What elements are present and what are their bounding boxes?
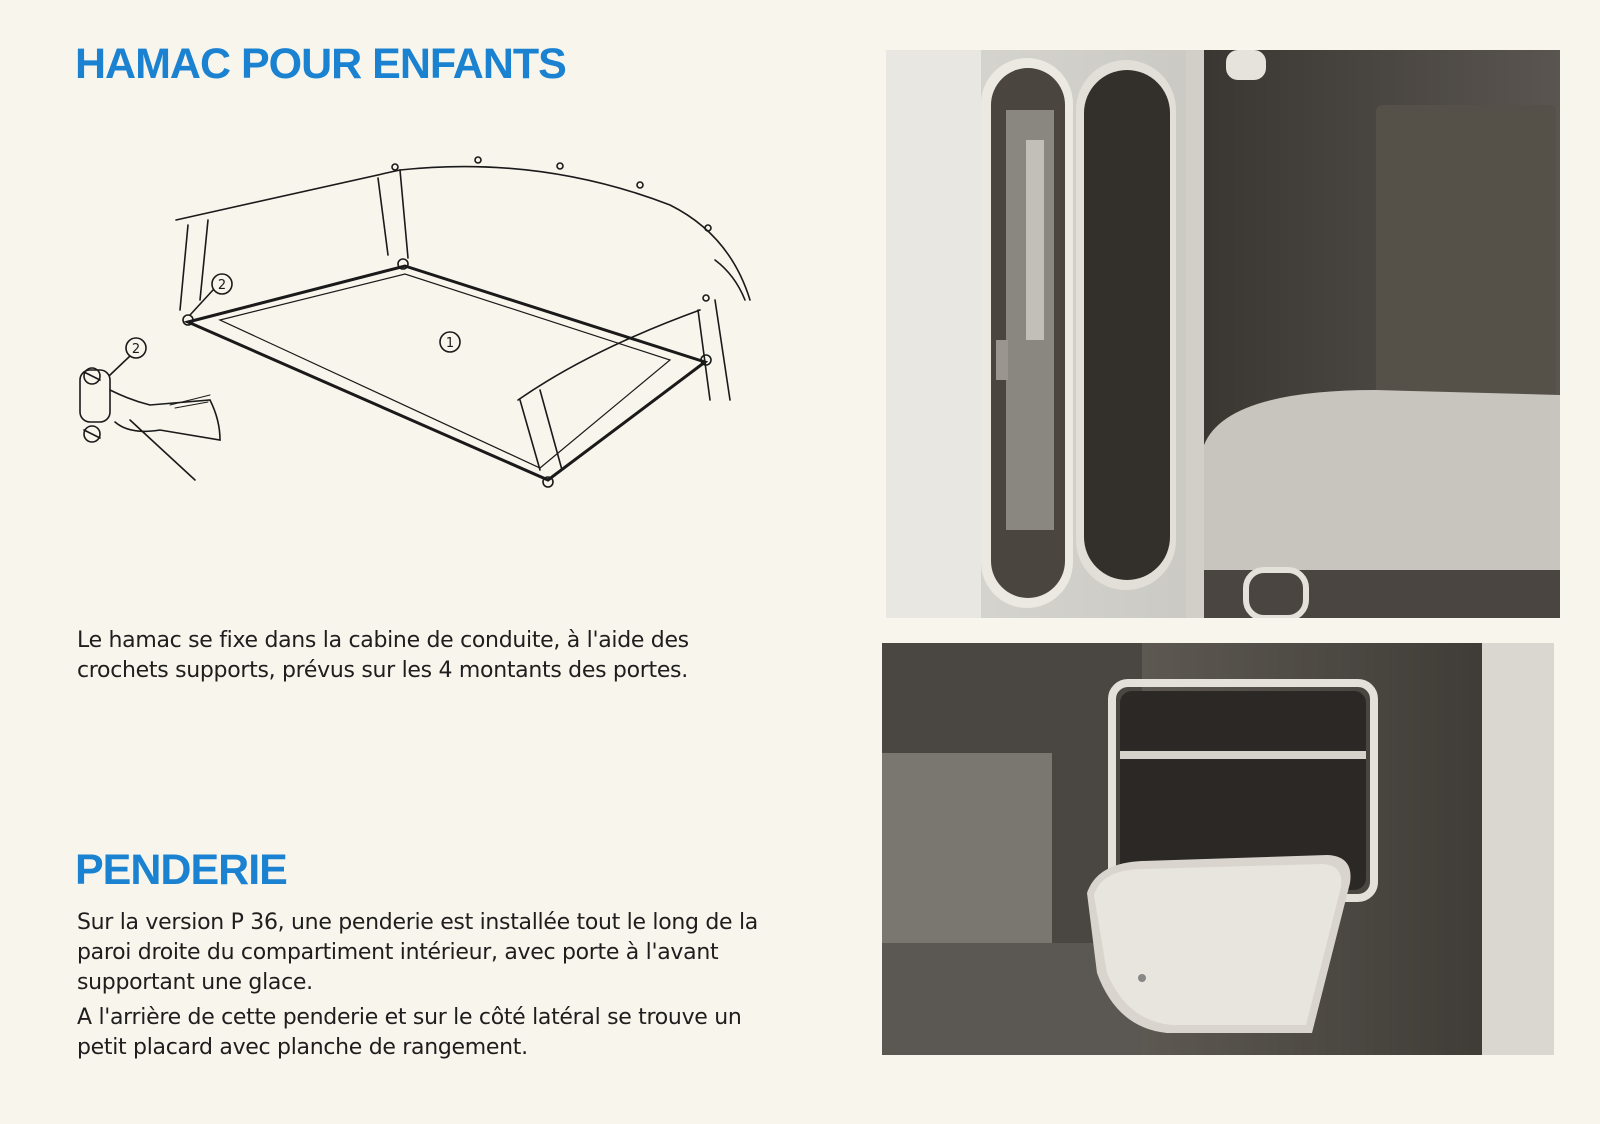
hamac-paragraph: Le hamac se fixe dans la cabine de conduite, à l'aide des crochets supports, prévus sur les 4 montants des portes. (77, 628, 689, 683)
hamac-title: HAMAC POUR ENFANTS (75, 40, 566, 88)
callout-2b: 2 (131, 342, 141, 357)
penderie-paragraph-2: A l'arrière de cette penderie et sur le côté latéral se trouve un petit placard avec planche de rangement. (77, 1005, 742, 1060)
callout-2a: 2 (217, 278, 227, 293)
penderie-paragraph-1: Sur la version P 36, une penderie est installée tout le long de la paroi droite du compartiment intérieur, avec porte à l'avant supportant une glace. (77, 910, 758, 995)
callout-1: 1 (445, 336, 455, 351)
cupboard-photo (882, 643, 1554, 1055)
penderie-title: PENDERIE (75, 846, 287, 894)
hammock-diagram (70, 150, 790, 510)
wardrobe-photo (886, 50, 1560, 618)
